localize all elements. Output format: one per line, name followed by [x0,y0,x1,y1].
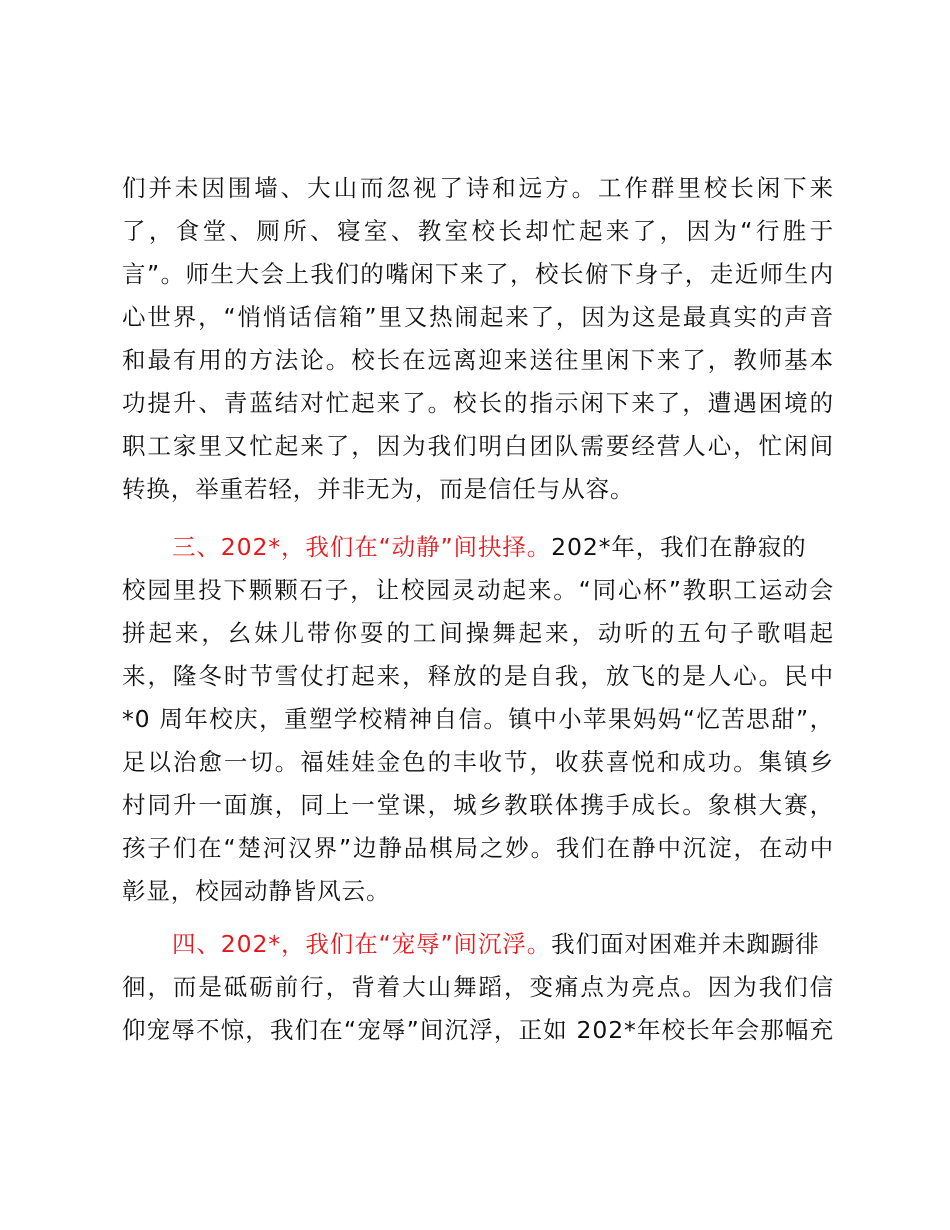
text-run: 我们面对困难并未踟蹰徘 [551,930,820,958]
text-line: 足以治愈一切。福娃娃金色的丰收节，收获喜悦和成功。集镇乡 [122,748,834,776]
text-line: 心世界，“悄悄话信箱”里又热闹起来了，因为这是最真实的声音 [122,303,834,331]
text-line: 了，食堂、厕所、寝室、教室校长却忙起来了，因为“行胜于 [122,217,834,245]
text-line: 功提升、青蓝结对忙起来了。校长的指示闲下来了，遭遇困境的 [122,389,834,417]
paragraph-2 [122,526,834,913]
paragraph-first-line [122,923,834,966]
paragraph-first-line [122,526,834,569]
text-line: 校园里投下颗颗石子，让校园灵动起来。“同心杯”教职工运动会 [122,576,834,604]
paragraph-3 [122,923,834,1052]
text-line: 拼起来，幺妹儿带你耍的工间操舞起来，动听的五句子歌唱起 [122,619,834,647]
text-line: *0 周年校庆，重塑学校精神自信。镇中小苹果妈妈“忆苦思甜”， [122,705,834,733]
text-line: 们并未因围墙、大山而忽视了诗和远方。工作群里校长闲下来 [122,174,834,202]
text-line: 来，隆冬时节雪仗打起来，释放的是自我，放飞的是人心。民中 [122,662,834,690]
text-line: 仰宠辱不惊，我们在“宠辱”间沉浮，正如 202*年校长年会那幅充 [122,1016,834,1044]
paragraph-1 [122,167,834,511]
text-line: 徊，而是砥砺前行，背着大山舞蹈，变痛点为亮点。因为我们信 [122,973,834,1001]
text-line: 职工家里又忙起来了，因为我们明白团队需要经营人心，忙闲间 [122,432,834,460]
section-heading-3: 三、202*，我们在“动静”间抉择。 [172,533,552,561]
text-run: 202*年，我们在静寂的 [551,533,807,561]
section-heading-4: 四、202*，我们在“宠辱”间沉浮。 [172,930,552,958]
text-line: 彰显，校园动静皆风云。 [122,877,391,905]
text-line: 言”。师生大会上我们的嘴闲下来了，校长俯下身子，走近师生内 [122,260,834,288]
text-line: 村同升一面旗，同上一堂课，城乡教联体携手成长。象棋大赛， [122,791,834,819]
text-line: 转换，举重若轻，并非无为，而是信任与从容。 [122,475,635,503]
text-line: 孩子们在“楚河汉界”边静品棋局之妙。我们在静中沉淀，在动中 [122,834,834,862]
text-line: 和最有用的方法论。校长在远离迎来送往里闲下来了，教师基本 [122,346,834,374]
